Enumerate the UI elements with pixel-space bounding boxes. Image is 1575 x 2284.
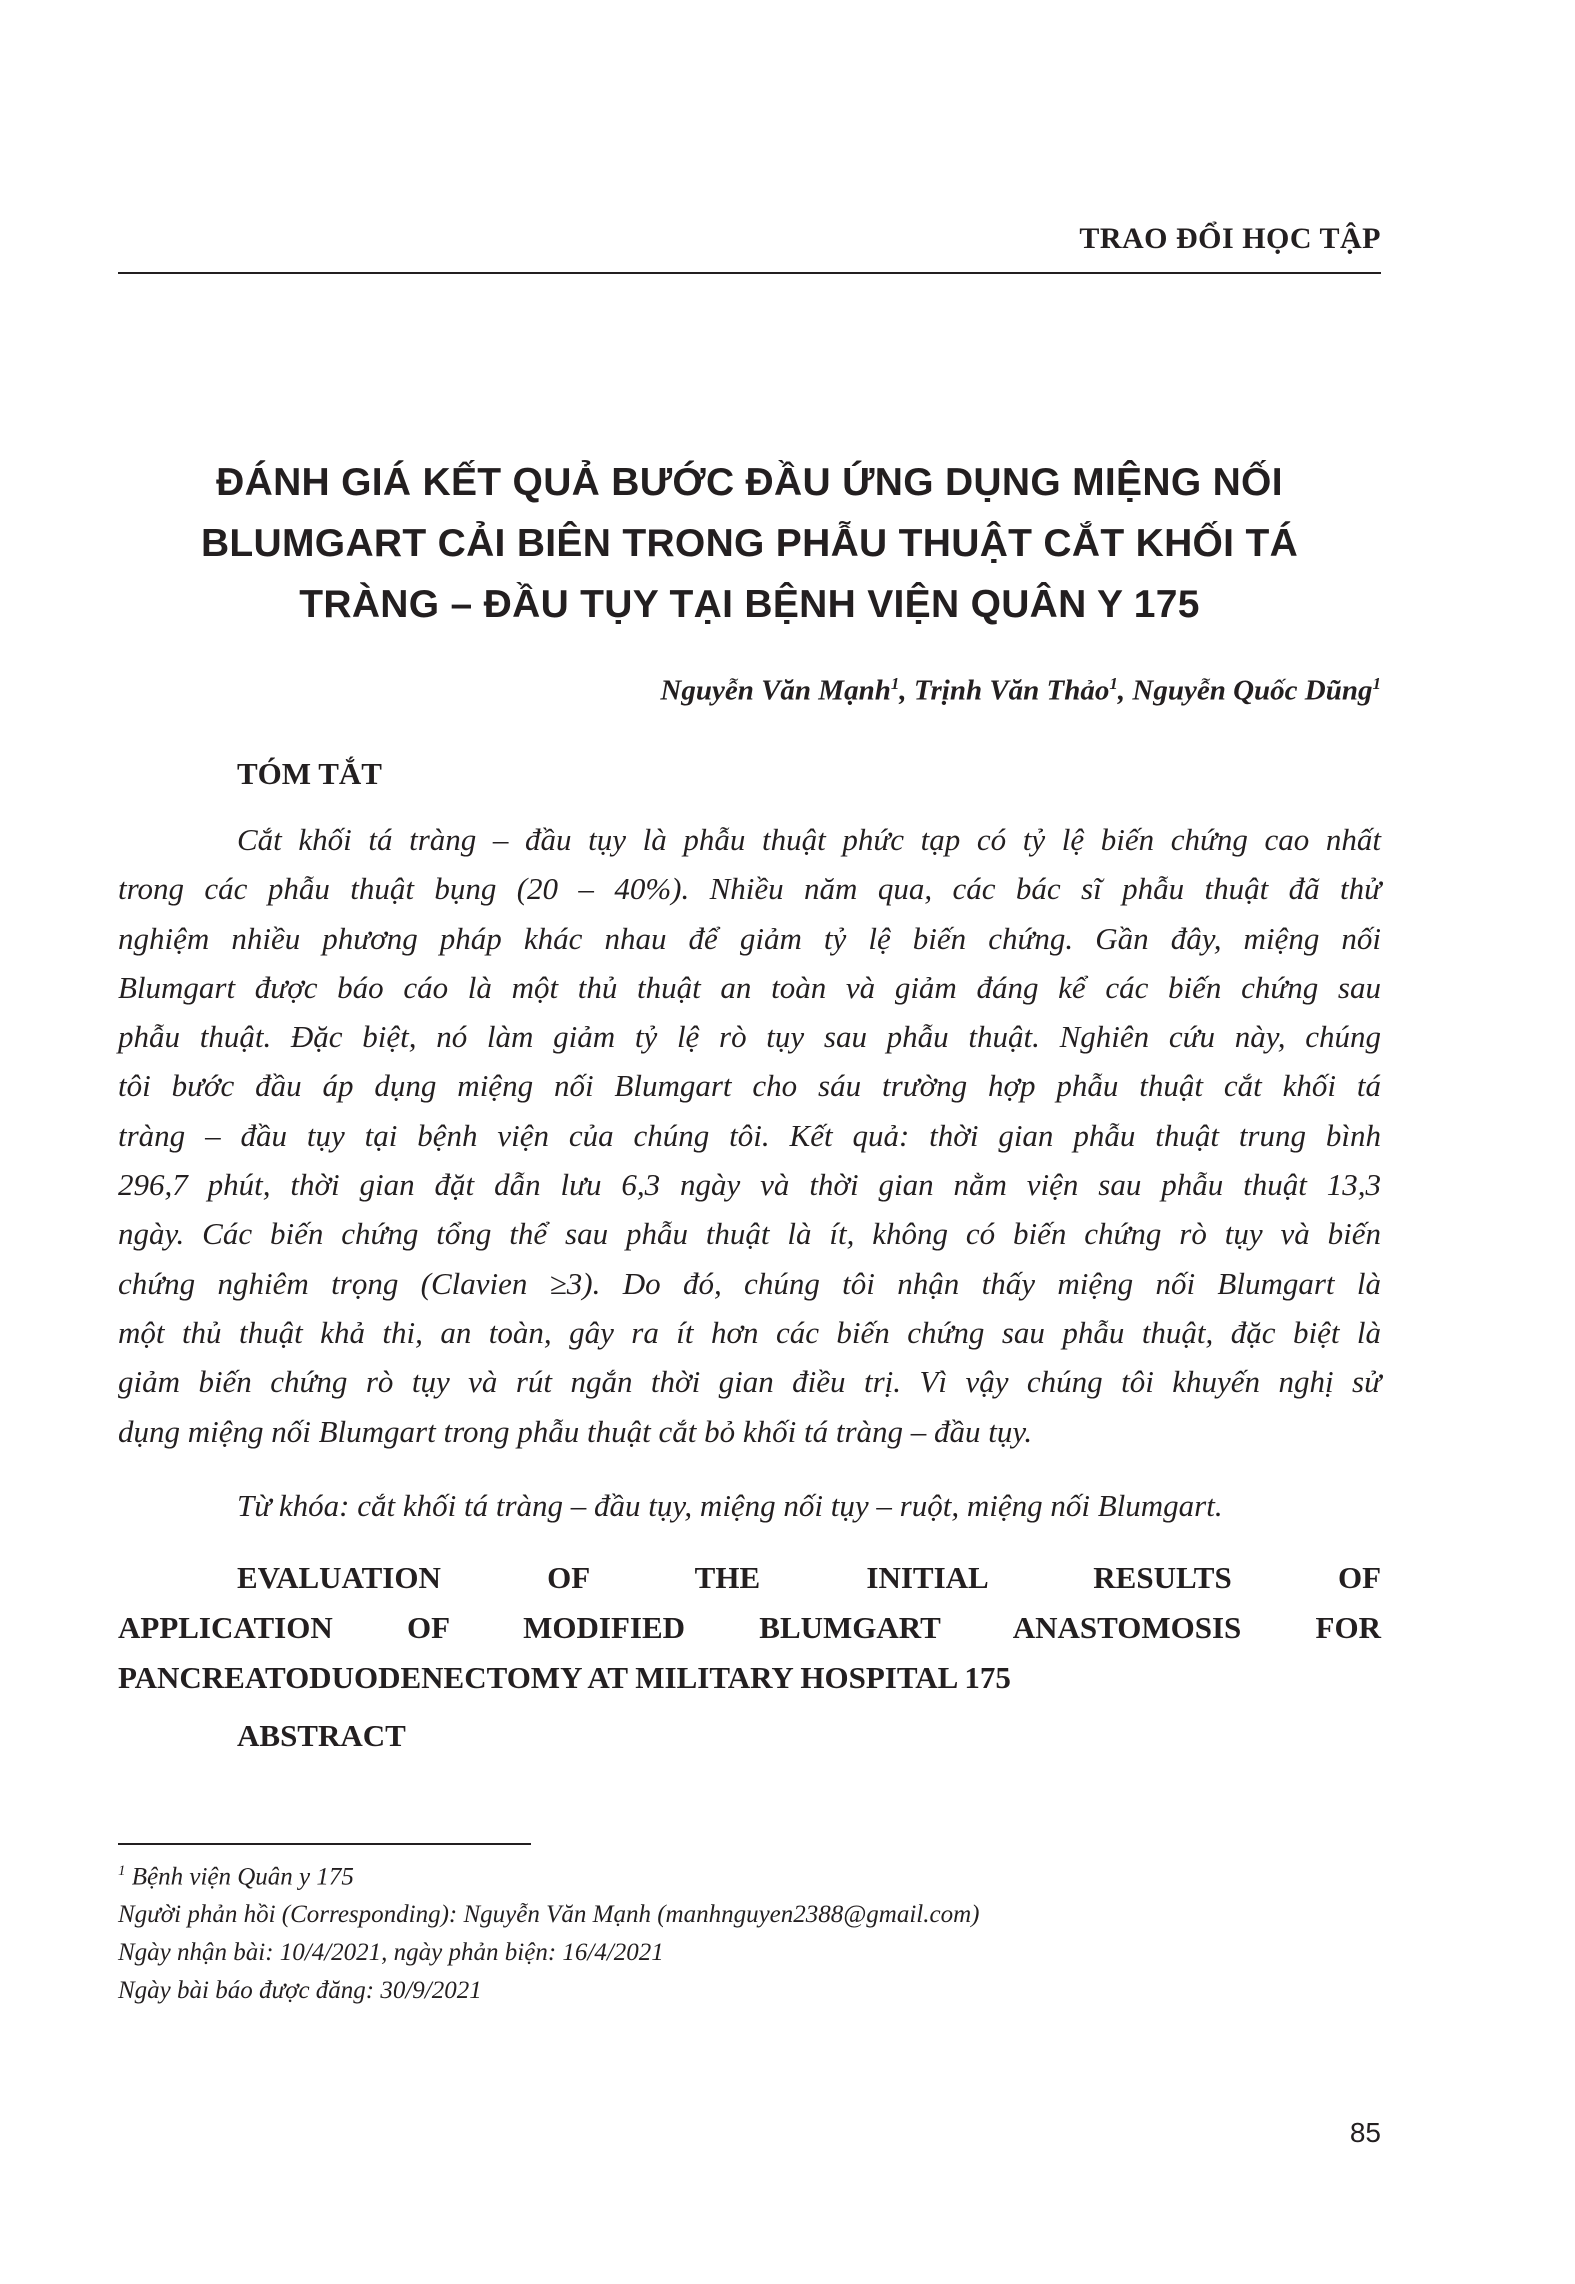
footnote-affiliation-text: Bệnh viện Quân y 175 (125, 1863, 354, 1891)
author-affiliation-mark: 1 (1109, 674, 1118, 693)
article-title-vi (118, 452, 1381, 635)
abstract-line: 296,7 phút, thời gian đặt dẫn lưu 6,3 ngày và thời gian nằm viện sau phẫu thuật 13,3 (118, 1167, 1381, 1203)
abstract-body-vi (118, 815, 1381, 1456)
footnote-received: Ngày nhận bài: 10/4/2021, ngày phản biện: 16/4/2021 (118, 1939, 664, 1967)
title-line: BLUMGART CẢI BIÊN TRONG PHẪU THUẬT CẮT KHỐI TÁ (200, 522, 1299, 565)
author-affiliation-mark: 1 (1372, 674, 1381, 693)
footnote-published: Ngày bài báo được đăng: 30/9/2021 (118, 1977, 482, 2005)
abstract-line: nghiệm nhiều phương pháp khác nhau để giảm tỷ lệ biến chứng. Gần đây, miệng nối (118, 920, 1381, 956)
author-name: Nguyễn Văn Mạnh (660, 674, 891, 707)
abstract-line: dụng miệng nối Blumgart trong phẫu thuật cắt bỏ khối tá tràng – đầu tụy. (118, 1413, 1033, 1449)
author-separator: , (1117, 674, 1133, 707)
en-title-line: EVALUATION OF THE INITIAL RESULTS OF (237, 1560, 1381, 1595)
author-affiliation-mark: 1 (890, 674, 900, 693)
abstract-heading-en: ABSTRACT (237, 1718, 406, 1753)
abstract-line: Cắt khối tá tràng – đầu tụy là phẫu thuật phức tạp có tỷ lệ biến chứng cao nhất (237, 822, 1381, 857)
abstract-line: tôi bước đầu áp dụng miệng nối Blumgart cho sáu trường hợp phẫu thuật cắt khối tá (118, 1068, 1381, 1104)
footnotes (118, 1852, 979, 2010)
abstract-line: một thủ thuật khả thi, an toàn, gây ra ít hơn các biến chứng sau phẫu thuật, đặc biệt là (118, 1314, 1381, 1350)
keywords-vi: Từ khóa: cắt khối tá tràng – đầu tụy, miệng nối tụy – ruột, miệng nối Blumgart. (237, 1488, 1223, 1523)
article-title-en (118, 1553, 1381, 1703)
section-heading: TRAO ĐỔI HỌC TẬP (1079, 222, 1381, 255)
author-list (118, 674, 1381, 708)
page-number: 85 (1349, 2117, 1381, 2148)
abstract-line: chứng nghiêm trọng (Clavien ≥3). Do đó, chúng tôi nhận thấy miệng nối Blumgart là (118, 1265, 1381, 1301)
abstract-line: phẫu thuật. Đặc biệt, nó làm giảm tỷ lệ rò tụy sau phẫu thuật. Nghiên cứu này, chúng (118, 1019, 1381, 1055)
abstract-line: tràng – đầu tụy tại bệnh viện của chúng tôi. Kết quả: thời gian phẫu thuật trung bình (118, 1117, 1381, 1153)
en-title-line: APPLICATION OF MODIFIED BLUMGART ANASTOMOSIS FOR (118, 1610, 1381, 1645)
title-line: ĐÁNH GIÁ KẾT QUẢ BƯỚC ĐẦU ỨNG DỤNG MIỆNG NỐI (216, 461, 1283, 504)
author-name: Nguyễn Quốc Dũng (1132, 674, 1373, 707)
footnote-affiliation (118, 1852, 979, 1896)
title-line: TRÀNG – ĐẦU TỤY TẠI BỆNH VIỆN QUÂN Y 175 (299, 583, 1200, 626)
abstract-line: ngày. Các biến chứng tổng thể sau phẫu thuật là ít, không có biến chứng rò tụy và biến (118, 1216, 1381, 1252)
footnote-corresponding: Người phản hồi (Corresponding): Nguyễn Văn Mạnh (manhnguyen2388@gmail.com) (118, 1901, 980, 1929)
abstract-line: trong các phẫu thuật bụng (20 – 40%). Nhiều năm qua, các bác sĩ phẫu thuật đã thử (118, 871, 1381, 907)
footnote-mark: 1 (118, 1863, 126, 1879)
footnote-rule (118, 1843, 531, 1845)
abstract-heading-vi: TÓM TẮT (237, 756, 382, 791)
author-separator: , (899, 674, 914, 707)
abstract-line: giảm biến chứng rò tụy và rút ngắn thời gian điều trị. Vì vậy chúng tôi khuyến nghị sử (118, 1364, 1381, 1400)
abstract-line: Blumgart được báo cáo là một thủ thuật an toàn và giảm đáng kể các biến chứng sau (118, 969, 1381, 1005)
en-title-line: PANCREATODUODENECTOMY AT MILITARY HOSPITAL 175 (118, 1660, 1011, 1695)
header-rule (118, 272, 1381, 274)
author-name: Trịnh Văn Thảo (913, 674, 1110, 707)
